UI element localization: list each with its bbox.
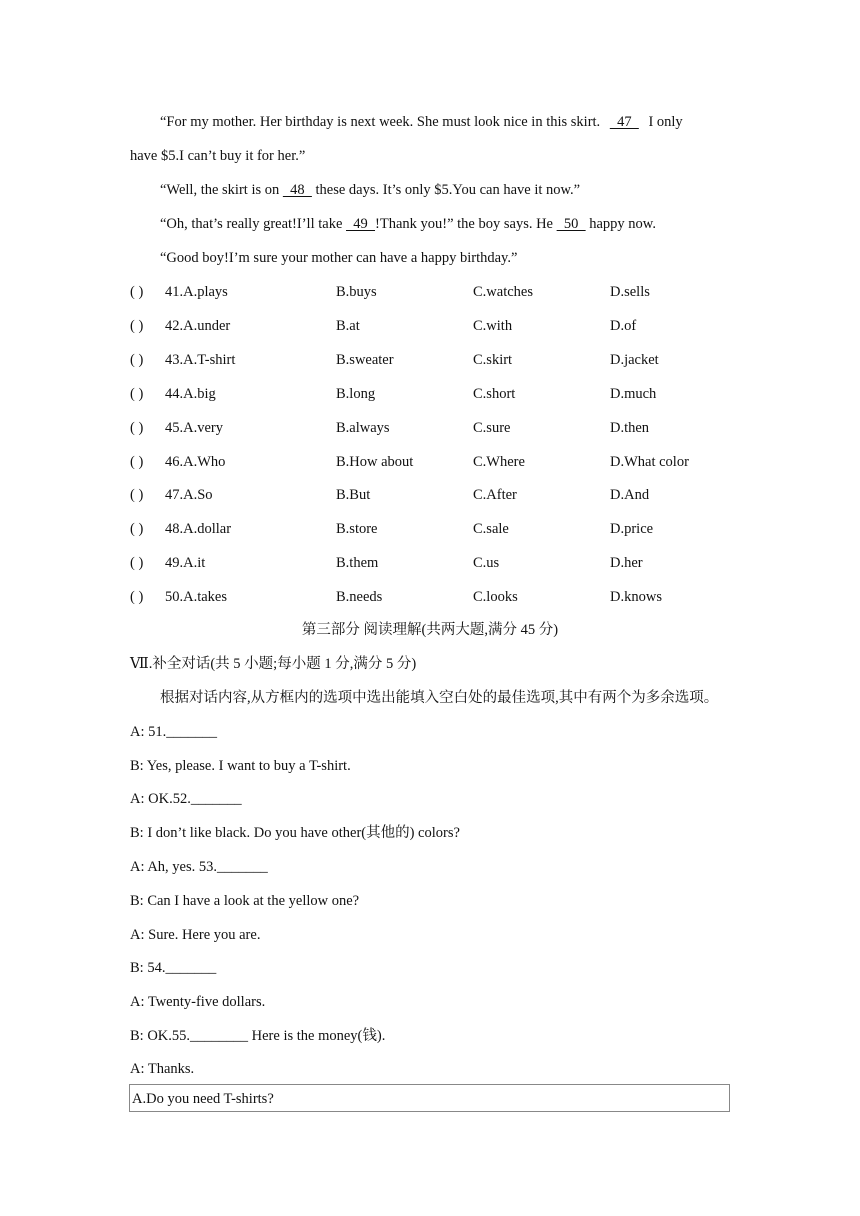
question-row: [130, 317, 750, 335]
option-b: B.always: [336, 420, 390, 436]
dialogue-line: B: Yes, please. I want to buy a T-shirt.: [130, 758, 351, 774]
dialogue-line: A: Twenty-five dollars.: [130, 994, 266, 1010]
option-c: C.Where: [473, 454, 525, 470]
part-heading: 第三部分 阅读理解(共两大题,满分 45 分): [301, 622, 559, 638]
dialogue-line: B: I don’t like black. Do you have other(其他的) colors?: [130, 825, 460, 841]
answer-paren: ( ): [130, 589, 144, 605]
story-paragraph-3: [160, 215, 656, 233]
dialogue-line: A: Sure. Here you are.: [130, 927, 261, 943]
dialogue-line: B: OK.55.________ Here is the money(钱).: [130, 1028, 386, 1044]
answer-paren: ( ): [130, 284, 144, 300]
options-box: [129, 1084, 730, 1112]
option-a: 46.A.Who: [165, 454, 226, 470]
blank-49: 49: [346, 216, 376, 232]
answer-paren: ( ): [130, 521, 144, 537]
story-text: “Well, the skirt is on: [160, 182, 283, 198]
question-row: [130, 588, 750, 606]
option-a: 44.A.big: [165, 386, 216, 402]
answer-paren: ( ): [130, 420, 144, 436]
option-c: C.watches: [473, 284, 533, 300]
blank-47: 47: [609, 114, 639, 130]
option-c: C.with: [473, 318, 513, 334]
option-d: D.And: [610, 487, 650, 503]
option-a: 42.A.under: [165, 318, 231, 334]
story-paragraph-2: [160, 181, 580, 199]
option-c: C.sure: [473, 420, 511, 436]
option-a: 49.A.it: [165, 555, 206, 571]
option-a: 45.A.very: [165, 420, 223, 436]
story-paragraph-1-cont: have $5.I can’t buy it for her.”: [130, 148, 306, 164]
option-b: B.long: [336, 386, 376, 402]
option-c: C.us: [473, 555, 500, 571]
story-text: happy now.: [585, 216, 656, 232]
story-text: “For my mother. Her birthday is next week. She must look nice in this skirt.: [160, 114, 601, 130]
option-b: B.store: [336, 521, 378, 537]
answer-paren: ( ): [130, 454, 144, 470]
option-d: D.price: [610, 521, 654, 537]
option-d: D.sells: [610, 284, 650, 300]
option-b: B.needs: [336, 589, 383, 605]
answer-paren: ( ): [130, 487, 144, 503]
question-row: [130, 486, 750, 504]
dialogue-line: A: Ah, yes. 53._______: [130, 859, 268, 875]
story-text: “Oh, that’s really great!I’ll take: [160, 216, 347, 232]
option-d: D.jacket: [610, 352, 659, 368]
question-row: [130, 385, 750, 403]
option-a: 50.A.takes: [165, 589, 228, 605]
section-instruction: 根据对话内容,从方框内的选项中选出能填入空白处的最佳选项,其中有两个为多余选项。: [160, 690, 719, 706]
option-a: 41.A.plays: [165, 284, 228, 300]
dialogue-line: A: 51._______: [130, 724, 217, 740]
option-d: D.then: [610, 420, 650, 436]
question-row: [130, 419, 750, 437]
question-row: [130, 351, 750, 369]
option-b: B.But: [336, 487, 371, 503]
answer-paren: ( ): [130, 318, 144, 334]
option-c: C.sale: [473, 521, 509, 537]
answer-paren: ( ): [130, 386, 144, 402]
answer-paren: ( ): [130, 352, 144, 368]
option-item: A.Do you need T-shirts?: [132, 1091, 274, 1107]
option-b: B.sweater: [336, 352, 394, 368]
option-a: 48.A.dollar: [165, 521, 232, 537]
question-row: [130, 520, 750, 538]
option-c: C.looks: [473, 589, 518, 605]
option-d: D.her: [610, 555, 643, 571]
option-c: C.After: [473, 487, 517, 503]
option-a: 47.A.So: [165, 487, 213, 503]
option-b: B.buys: [336, 284, 377, 300]
option-b: B.at: [336, 318, 360, 334]
dialogue-line: A: OK.52._______: [130, 791, 242, 807]
question-row: [130, 453, 750, 471]
option-c: C.skirt: [473, 352, 513, 368]
blank-50: 50: [556, 216, 586, 232]
option-a: 43.A.T-shirt: [165, 352, 236, 368]
dialogue-line: A: Thanks.: [130, 1061, 195, 1077]
option-d: D.What color: [610, 454, 689, 470]
option-d: D.knows: [610, 589, 662, 605]
story-text: !Thank you!” the boy says. He: [375, 216, 557, 232]
section-title: Ⅶ.补全对话(共 5 小题;每小题 1 分,满分 5 分): [130, 656, 417, 672]
option-d: D.of: [610, 318, 637, 334]
answer-paren: ( ): [130, 555, 144, 571]
question-row: [130, 554, 750, 572]
option-b: B.How about: [336, 454, 414, 470]
option-b: B.them: [336, 555, 379, 571]
dialogue-line: B: Can I have a look at the yellow one?: [130, 893, 360, 909]
blank-48: 48: [282, 182, 312, 198]
option-c: C.short: [473, 386, 516, 402]
story-text: I only: [644, 114, 683, 130]
story-text: these days. It’s only $5.You can have it now.”: [311, 182, 581, 198]
option-d: D.much: [610, 386, 657, 402]
story-paragraph-4: “Good boy!I’m sure your mother can have a happy birthday.”: [160, 250, 518, 266]
dialogue-line: B: 54._______: [130, 960, 217, 976]
question-row: [130, 283, 750, 301]
story-paragraph-1: [160, 113, 683, 131]
